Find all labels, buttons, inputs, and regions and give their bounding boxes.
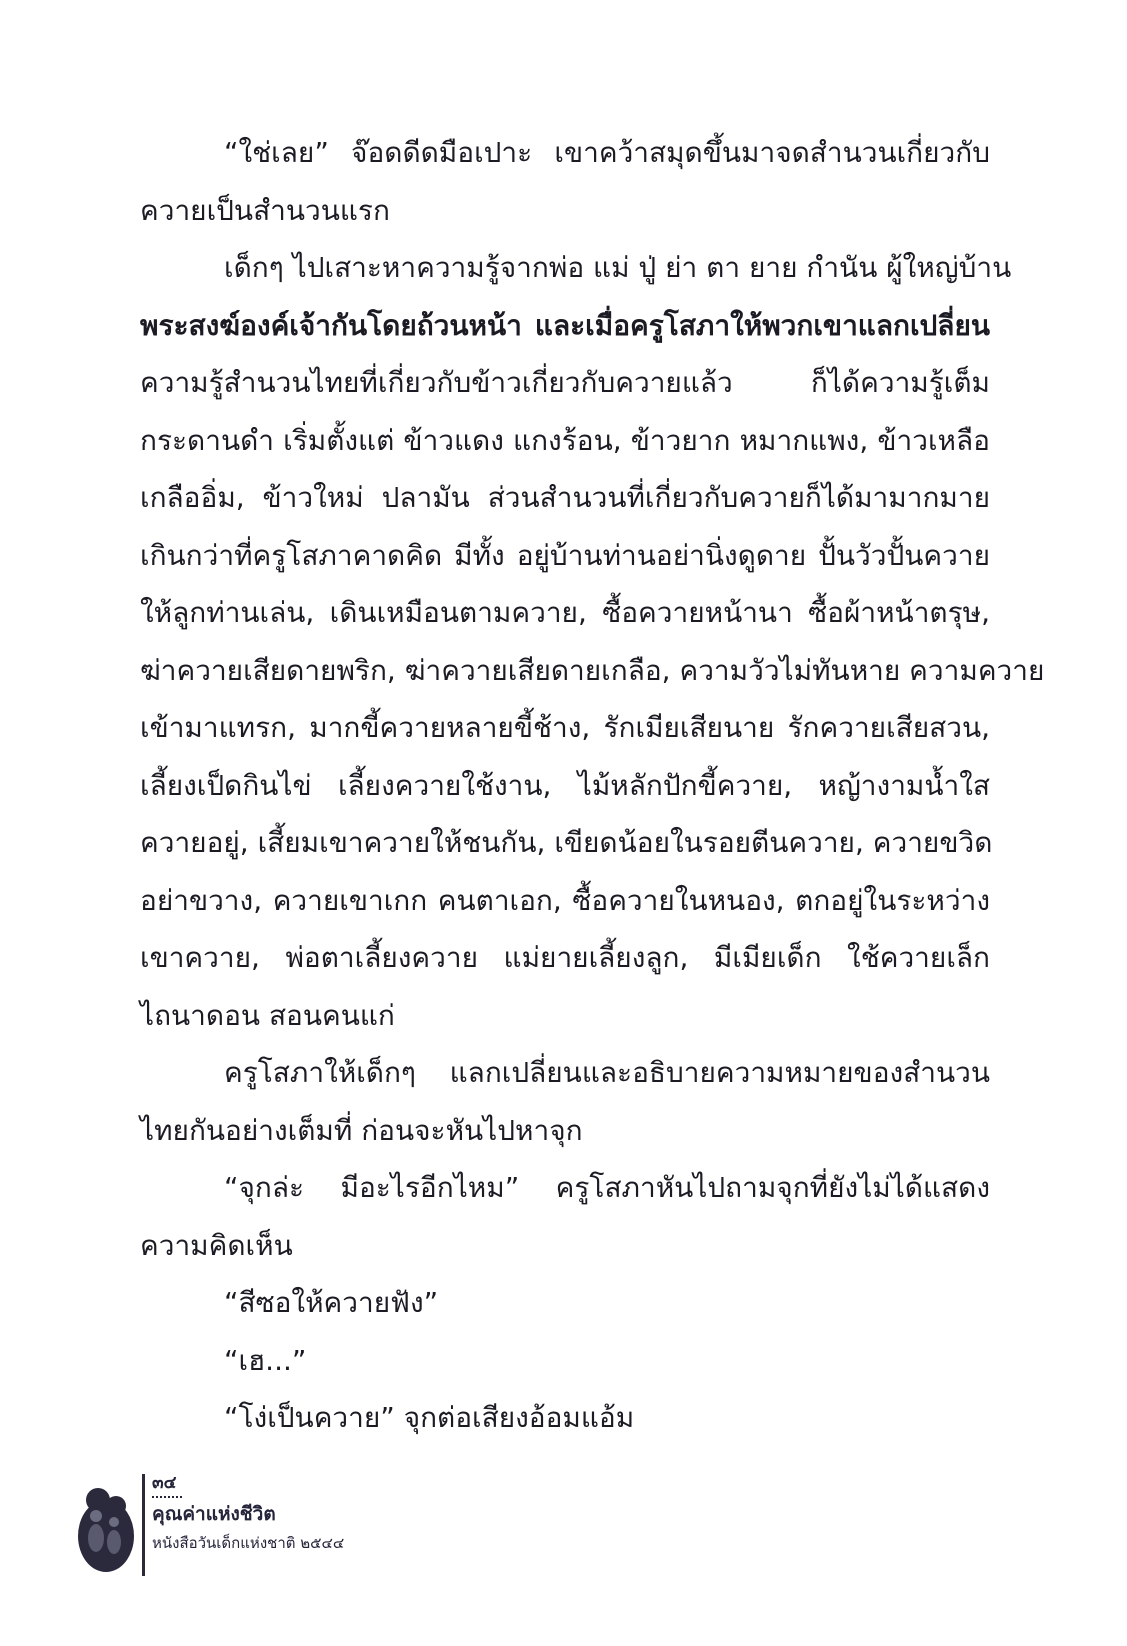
dialogue-line: “เฮ...” xyxy=(224,1343,307,1377)
dialogue-line: “โง่เป็นควาย” จุกต่อเสียงอ้อมแอ้ม xyxy=(224,1401,635,1434)
dialogue-line: “สีซอให้ควายฟัง” xyxy=(224,1286,439,1319)
text-line: ครูโสภาให้เด็กๆ แลกเปลี่ยนและอธิบายความหมายของสำนวน xyxy=(224,1056,990,1089)
text-line: กระดานดำ เริ่มตั้งแต่ ข้าวแดง แกงร้อน, ข้าวยาก หมากแพง, ข้าวเหลือ xyxy=(140,423,990,457)
page-number: ๓๔ xyxy=(152,1470,182,1498)
book-title: คุณค่าแห่งชีวิต xyxy=(152,1503,276,1525)
text-line: เกลืออิ่ม, ข้าวใหม่ ปลามัน ส่วนสำนวนที่เกี่ยวกับควายก็ได้มามากมาย xyxy=(140,481,990,514)
text-line: ควายเป็นสำนวนแรก xyxy=(140,193,390,227)
text-line: อย่าขวาง, ควายเขาเกก คนตาเอก, ซื้อควายในหนอง, ตกอยู่ในระหว่าง xyxy=(140,883,990,917)
text-line: ความคิดเห็น xyxy=(140,1228,293,1262)
footer-divider xyxy=(142,1474,145,1576)
footer-text xyxy=(152,1470,412,1556)
book-subtitle: หนังสือวันเด็กแห่งชาติ ๒๕๔๔ xyxy=(152,1534,345,1552)
text-line: เลี้ยงเป็ดกินไข่ เลี้ยงควายใช้งาน, ไม้หลักปักขี้ควาย, หญ้างามน้ำใส xyxy=(140,768,990,802)
text-line: เข้ามาแทรก, มากขี้ควายหลายขี้ช้าง, รักเมียเสียนาย รักควายเสียสวน, xyxy=(140,711,990,744)
children-silhouette-icon xyxy=(74,1476,138,1574)
text-line: เกินกว่าที่ครูโสภาคาดคิด มีทั้ง อยู่บ้านท่านอย่านิ่งดูดาย ปั้นวัวปั้นควาย xyxy=(140,538,990,572)
text-line: ไถนาดอน สอนคนแก่ xyxy=(140,998,395,1032)
text-line: ฆ่าควายเสียดายพริก, ฆ่าควายเสียดายเกลือ, ความวัวไม่ทันหาย ความควาย xyxy=(140,653,1045,687)
text-line: ความรู้สำนวนไทยที่เกี่ยวกับข้าวเกี่ยวกับควายแล้ว ก็ได้ความรู้เต็ม xyxy=(140,366,990,399)
text-line: “จุกล่ะ มีอะไรอีกไหม” ครูโสภาหันไปถามจุกที่ยังไม่ได้แสดง xyxy=(224,1171,990,1204)
text-line: พระสงฆ์องค์เจ้ากันโดยถ้วนหน้า และเมื่อครูโสภาให้พวกเขาแลกเปลี่ยน xyxy=(140,308,990,342)
page-footer xyxy=(70,1470,410,1580)
text-line: ไทยกันอย่างเต็มที่ ก่อนจะหันไปหาจุก xyxy=(140,1113,583,1147)
text-line: “ใช่เลย” จ๊อดดีดมือเปาะ เขาคว้าสมุดขึ้นมาจดสำนวนเกี่ยวกับ xyxy=(224,136,990,169)
body-text xyxy=(140,124,1045,1447)
text-line: เด็กๆ ไปเสาะหาความรู้จากพ่อ แม่ ปู่ ย่า ตา ยาย กำนัน ผู้ใหญ่บ้าน xyxy=(224,251,1012,284)
text-line: ควายอยู่, เสี้ยมเขาควายให้ชนกัน, เขียดน้อยในรอยตีนควาย, ควายขวิด xyxy=(140,826,993,859)
text-line: ให้ลูกท่านเล่น, เดินเหมือนตามควาย, ซื้อควายหน้านา ซื้อผ้าหน้าตรุษ, xyxy=(140,596,990,629)
text-line: เขาควาย, พ่อตาเลี้ยงควาย แม่ยายเลี้ยงลูก, มีเมียเด็ก ใช้ควายเล็ก xyxy=(140,941,990,974)
